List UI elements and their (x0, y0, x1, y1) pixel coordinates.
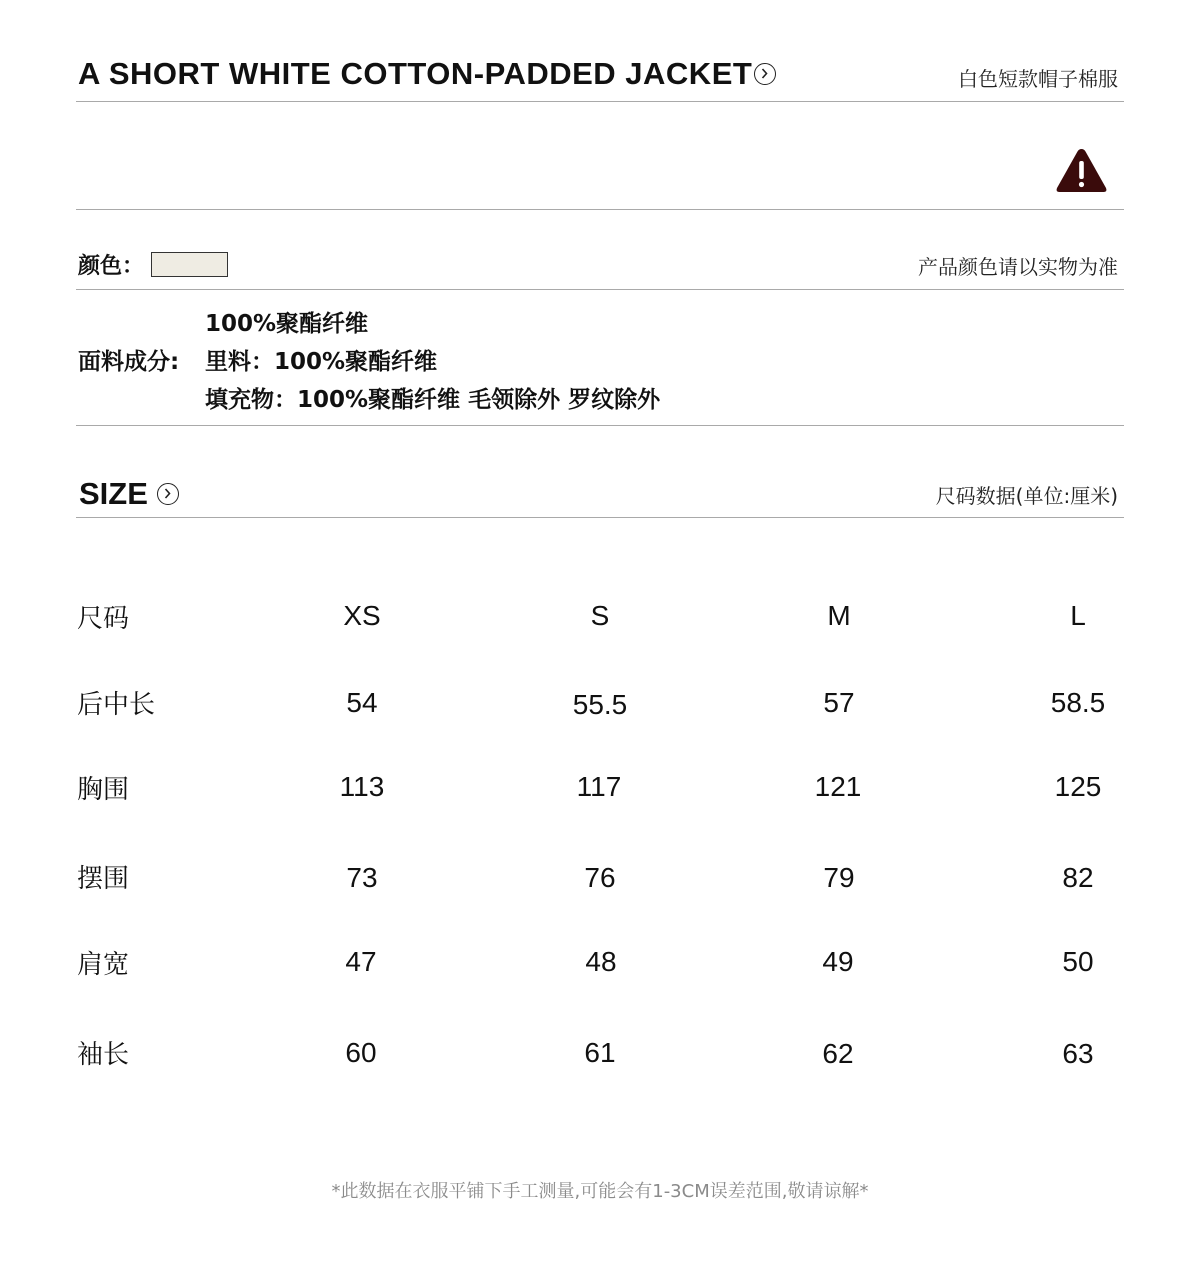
divider (76, 289, 1124, 290)
row-label: 肩宽 (77, 950, 130, 980)
table-cell: 55.5 (572, 689, 628, 720)
fabric-label: 面料成分: (78, 349, 180, 375)
table-cell: 125 (1054, 771, 1102, 802)
size-header-cell: XS (343, 600, 381, 631)
table-cell: 47 (345, 946, 377, 977)
table-cell: 54 (346, 687, 378, 718)
divider (76, 209, 1124, 210)
table-cell: 73 (346, 862, 378, 893)
measurement-footnote: *此数据在衣服平铺下手工测量,可能会有1-3CM误差范围,敬请谅解* (331, 1181, 869, 1202)
table-cell: 60 (345, 1037, 377, 1068)
row-label: 尺码 (77, 604, 130, 634)
color-label: 颜色： (78, 254, 145, 279)
table-cell: 63 (1062, 1038, 1094, 1069)
fabric-filling: 填充物：100%聚酯纤维 毛领除外 罗纹除外 (205, 387, 661, 413)
row-label: 袖长 (77, 1040, 130, 1070)
size-unit-note: 尺码数据(单位:厘米) (935, 484, 1118, 508)
row-label: 摆围 (77, 864, 130, 894)
size-header-cell: L (1070, 600, 1086, 631)
table-cell: 49 (822, 946, 854, 977)
row-label: 后中长 (77, 690, 156, 720)
table-cell: 117 (576, 771, 622, 802)
page-title (78, 56, 776, 92)
warning-triangle-icon (1055, 146, 1108, 198)
size-header-cell: S (590, 600, 610, 631)
size-header-cell: M (827, 600, 851, 631)
row-label: 胸围 (77, 775, 130, 805)
chevron-right-circle-icon (754, 63, 776, 85)
size-title-text: SIZE (79, 476, 148, 511)
table-cell: 82 (1062, 862, 1094, 893)
color-swatch (151, 252, 228, 277)
table-cell: 62 (822, 1038, 854, 1069)
color-note: 产品颜色请以实物为准 (918, 255, 1118, 279)
table-cell: 79 (823, 862, 855, 893)
table-cell: 61 (584, 1037, 616, 1068)
divider (76, 101, 1124, 102)
page-title-text: A SHORT WHITE COTTON-PADDED JACKET (78, 56, 753, 91)
product-name-cn: 白色短款帽子棉服 (958, 67, 1118, 91)
table-cell: 76 (584, 862, 616, 893)
table-cell: 57 (823, 687, 855, 718)
table-cell: 58.5 (1050, 687, 1106, 718)
table-cell: 50 (1062, 946, 1094, 977)
size-title (79, 476, 179, 512)
table-cell: 113 (339, 771, 385, 802)
divider (76, 425, 1124, 426)
divider (76, 517, 1124, 518)
table-cell: 121 (814, 771, 862, 802)
fabric-shell: 100%聚酯纤维 (205, 311, 369, 337)
fabric-lining: 里料：100%聚酯纤维 (205, 349, 438, 375)
chevron-right-circle-icon (157, 483, 179, 505)
table-cell: 48 (585, 946, 617, 977)
